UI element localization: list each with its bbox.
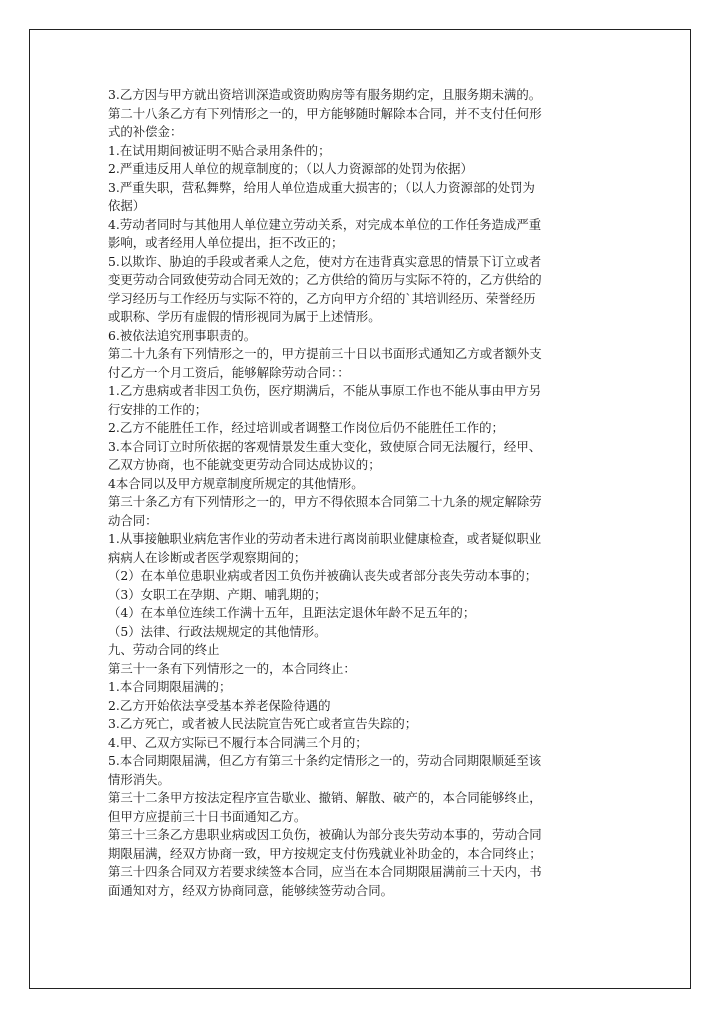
text-line: 3.乙方因与甲方就出资培训深造或资助购房等有服务期约定，且服务期未满的。 (108, 87, 542, 102)
text-line: 4.甲、乙双方实际已不履行本合同满三个月的； (108, 734, 368, 750)
text-line: 3.本合同订立时所依据的客观情景发生重大变化，致使原合同无法履行，经甲、 (108, 438, 542, 454)
section-heading: 九、劳动合同的终止 (108, 642, 220, 657)
text-line: 1.本合同期限届满的； (108, 679, 232, 694)
text-line: 第三十二条甲方按法定程序宣告歇业、撤销、解散、破产的，本合同能够终止， (108, 790, 542, 805)
text-line: 乙双方协商，也不能就变更劳动合同达成协议的； (108, 457, 381, 472)
text-line: 学习经历与工作经历与实际不符的，乙方向甲方介绍的`其培训经历、荣誉经历 (108, 290, 536, 306)
text-line: 6.被依法追究刑事职责的。 (108, 327, 257, 343)
text-line: 2.乙方开始依法享受基本养老保险待遇的 (108, 697, 331, 713)
text-line: 依据） (108, 198, 146, 213)
text-line: （2）在本单位患职业病或者因工负伤并被确认丧失或者部分丧失劳动本事的； (108, 568, 538, 583)
text-line: 病病人在诊断或者医学观察期间的； (108, 549, 307, 565)
text-line: 5.以欺诈、胁迫的手段或者乘人之危，使对方在违背真实意思的情景下订立或者 (108, 253, 542, 269)
text-line: 3.乙方死亡，或者被人民法院宣告死亡或者宣告失踪的； (108, 716, 418, 731)
text-line: （4）在本单位连续工作满十五年，且距法定退休年龄不足五年的； (108, 605, 476, 620)
text-line: 动合同： (108, 512, 158, 528)
text-line: 3.严重失职，营私舞弊，给用人单位造成重大损害的；（以人力资源部的处罚为 (108, 179, 535, 195)
text-line: 变更劳动合同致使劳动合同无效的；乙方供给的简历与实际不符的，乙方供给的 (108, 272, 542, 287)
text-line: 期限届满，经双方协商一致，甲方按规定支付伤残就业补助金的，本合同终止； (108, 845, 542, 861)
text-line: 第三十三条乙方患职业病或因工负伤，被确认为部分丧失劳动本事的，劳动合同 (108, 827, 542, 842)
text-line: 1.从事接触职业病危害作业的劳动者未进行离岗前职业健康检查，或者疑似职业 (108, 531, 542, 546)
text-line: 4.劳动者同时与其他用人单位建立劳动关系，对完成本单位的工作任务造成严重 (108, 216, 542, 232)
text-line: （5）法律、行政法规规定的其他情形。 (108, 623, 327, 639)
text-line: 式的补偿金： (108, 124, 183, 139)
text-line: 但甲方应提前三十日书面通知乙方。 (108, 808, 307, 824)
text-line: 情形消失。 (108, 771, 170, 787)
text-line: 或职称、学历有虚假的情形视同为属于上述情形。 (108, 309, 381, 324)
text-line: 1.乙方患病或者非因工负伤，医疗期满后，不能从事原工作也不能从事由甲方另 (108, 383, 542, 398)
text-line: 影响，或者经用人单位提出，拒不改正的； (108, 235, 344, 250)
text-line: 第三十一条有下列情形之一的，本合同终止： (108, 660, 356, 676)
text-line: （3）女职工在孕期、产期、哺乳期的； (108, 586, 327, 602)
text-line: 第二十九条有下列情形之一的，甲方提前三十日以书面形式通知乙方或者额外支 (108, 346, 542, 361)
text-line: 第二十八条乙方有下列情形之一的，甲方能够随时解除本合同，并不支付任何形 (108, 105, 542, 121)
document-body (108, 86, 628, 900)
text-line: 面通知对方，经双方协商同意，能够续签劳动合同。 (108, 882, 393, 898)
text-line: 行安排的工作的； (108, 401, 208, 417)
text-line: 2.乙方不能胜任工作，经过培训或者调整工作岗位后仍不能胜任工作的； (108, 420, 504, 435)
text-line: 2.严重违反用人单位的规章制度的；（以人力资源部的处罚为依据） (108, 161, 473, 176)
text-line: 5.本合同期限届满，但乙方有第三十条约定情形之一的，劳动合同期限顺延至该 (108, 753, 542, 768)
text-line: 1.在试用期间被证明不贴合录用条件的； (108, 142, 331, 158)
text-line: 付乙方一个月工资后，能够解除劳动合同：： (108, 364, 350, 380)
text-line: 第三十四条合同双方若要求续签本合同，应当在本合同期限届满前三十天内，书 (108, 864, 542, 879)
text-line: 4本合同以及甲方规章制度所规定的其他情形。 (108, 475, 364, 491)
text-line: 第三十条乙方有下列情形之一的，甲方不得依照本合同第二十九条的规定解除劳 (108, 494, 542, 509)
